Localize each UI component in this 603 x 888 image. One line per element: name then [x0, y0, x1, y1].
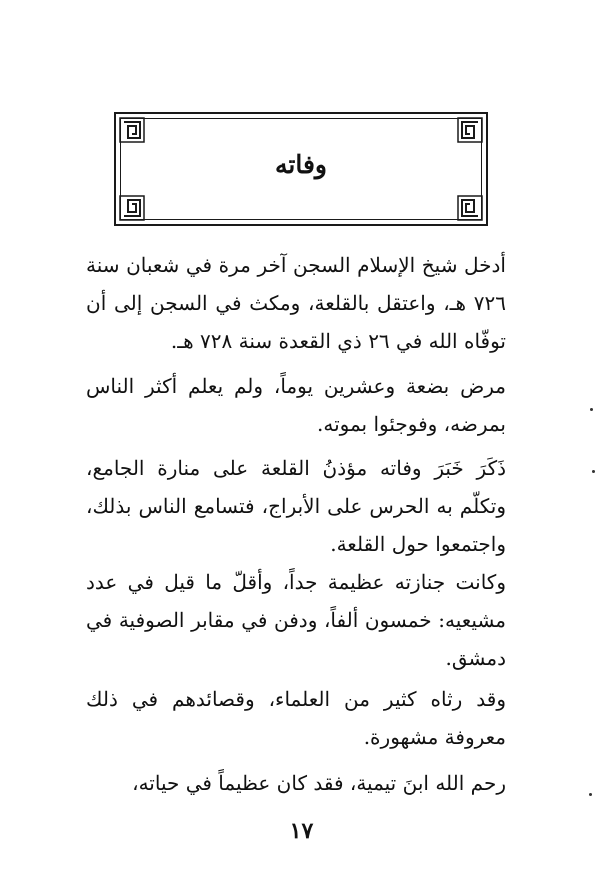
corner-ornament-icon	[119, 117, 145, 143]
heading-frame	[114, 112, 488, 226]
scan-speck	[592, 470, 595, 473]
page-number: ١٧	[289, 818, 314, 844]
paragraph: وكانت جنازته عظيمة جداً، وأقلّ ما قيل في عدد مشيعيه: خمسون ألفاً، ودفن في مقابر الصوفية في دمشق.	[86, 570, 506, 670]
chapter-title: وفاته	[274, 150, 327, 179]
corner-ornament-icon	[457, 117, 483, 143]
paragraph: وقد رثاه كثير من العلماء، وقصائدهم في ذلك معروفة مشهورة.	[86, 687, 506, 749]
corner-ornament-icon	[119, 195, 145, 221]
paragraph: رحم الله ابنَ تيمية، فقد كان عظيماً في حياته،	[132, 771, 506, 795]
paragraph: مرض بضعة وعشرين يوماً، ولم يعلم أكثر الناس بمرضه، وفوجئوا بموته.	[86, 374, 506, 436]
paragraph: أدخل شيخ الإسلام السجن آخر مرة في شعبان سنة ٧٢٦ هـ، واعتقل بالقلعة، ومكث في السجن إلى أن توفّاه الله في ٢٦ ذي القعدة سنة ٧٢٨ هـ.	[86, 253, 506, 353]
scan-speck	[590, 408, 593, 411]
paragraph: ذَكَرَ خَبَرَ وفاته مؤذنُ القلعة على منارة الجامع، وتكلّم به الحرس على الأبراج، فتسامع الناس بذلك، واجتمعوا حول القلعة.	[86, 456, 506, 556]
corner-ornament-icon	[457, 195, 483, 221]
scan-speck	[589, 793, 592, 796]
